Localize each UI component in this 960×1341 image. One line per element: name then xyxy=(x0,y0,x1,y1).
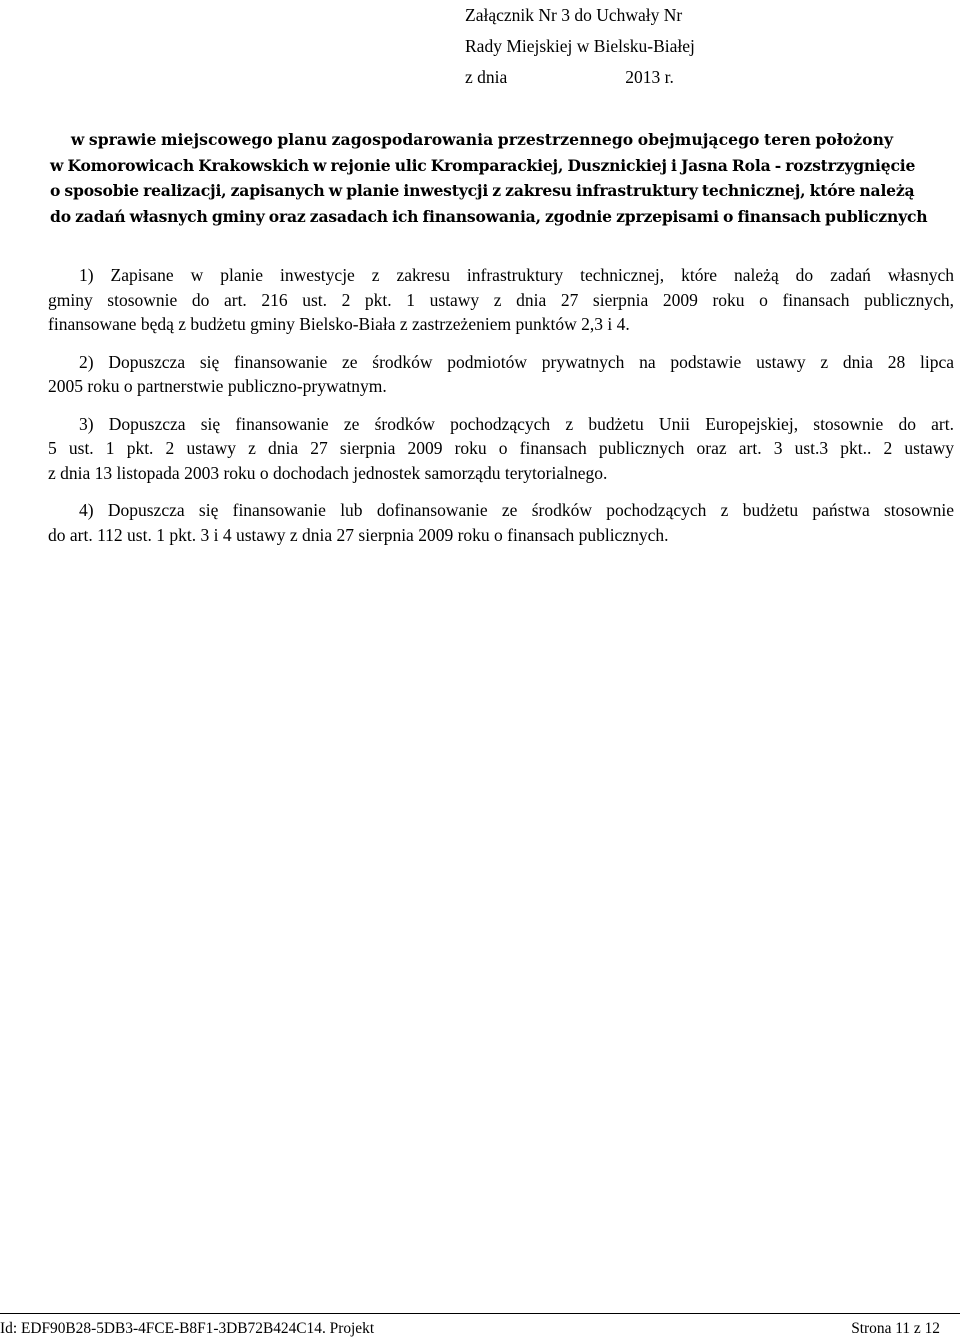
document-body xyxy=(48,263,954,560)
title-line: do zadań własnych gminy oraz zasadach ich finansowania, zgodnie zprzepisami o finansach publicznych xyxy=(50,206,928,226)
paragraph-line: z dnia 13 listopada 2003 roku o dochodach jednostek samorządu terytorialnego. xyxy=(48,462,608,483)
page-number: Strona 11 z 12 xyxy=(851,1320,940,1337)
paragraph-3 xyxy=(48,412,954,486)
footer-divider xyxy=(0,1313,960,1314)
attachment-title: Załącznik Nr 3 do Uchwały Nr xyxy=(465,5,683,25)
paragraph-line: 4) Dopuszcza się finansowanie lub dofinansowanie ze środków pochodzących z budżetu państwa stosownie xyxy=(79,500,954,520)
resolution-date xyxy=(465,62,695,93)
document-header xyxy=(465,0,695,93)
paragraph-2 xyxy=(48,350,954,399)
date-prefix: z dnia xyxy=(465,67,508,87)
paragraph-1 xyxy=(48,263,954,337)
paragraph-line: do art. 112 ust. 1 pkt. 3 i 4 ustawy z dnia 27 sierpnia 2009 roku o finansach publicznych. xyxy=(48,524,669,545)
date-year: 2013 r. xyxy=(625,67,674,87)
paragraph-line: 3) Dopuszcza się finansowanie ze środków pochodzących z budżetu Unii Europejskiej, stosownie do art. xyxy=(79,413,954,434)
title-line: o sposobie realizacji, zapisanych w planie inwestycji z zakresu infrastruktury technicznej, które należą xyxy=(50,181,915,200)
council-name: Rady Miejskiej w Bielsku-Białej xyxy=(465,36,695,56)
paragraph-line: gminy stosownie do art. 216 ust. 2 pkt. 1 ustawy z dnia 27 sierpnia 2009 roku o finansach publicznych, xyxy=(48,289,954,310)
paragraph-line: 5 ust. 1 pkt. 2 ustawy z dnia 27 sierpnia 2009 roku o finansach publicznych oraz art. 3 ust.3 pkt.. 2 ustawy xyxy=(48,438,954,458)
paragraph-4 xyxy=(48,498,954,547)
title-line: w sprawie miejscowego planu zagospodarowania przestrzennego obejmującego teren położony xyxy=(70,130,894,149)
paragraph-line: finansowane będą z budżetu gminy Bielsko-Biała z zastrzeżeniem punktów 2,3 i 4. xyxy=(48,314,630,334)
document-title xyxy=(50,127,928,229)
title-line: w Komorowicach Krakowskich w rejonie ulic Kromparackiej, Dusznickiej i Jasna Rola - rozstrzygnięcie xyxy=(50,155,916,175)
document-id: Id: EDF90B28-5DB3-4FCE-B8F1-3DB72B424C14. Projekt xyxy=(0,1320,375,1337)
paragraph-line: 2) Dopuszcza się finansowanie ze środków podmiotów prywatnych na podstawie ustawy z dnia 28 lipca xyxy=(79,351,954,372)
paragraph-line: 1) Zapisane w planie inwestycje z zakresu infrastruktury technicznej, które należą do zadań własnych xyxy=(79,265,954,285)
paragraph-line: 2005 roku o partnerstwie publiczno-prywatnym. xyxy=(48,376,387,396)
